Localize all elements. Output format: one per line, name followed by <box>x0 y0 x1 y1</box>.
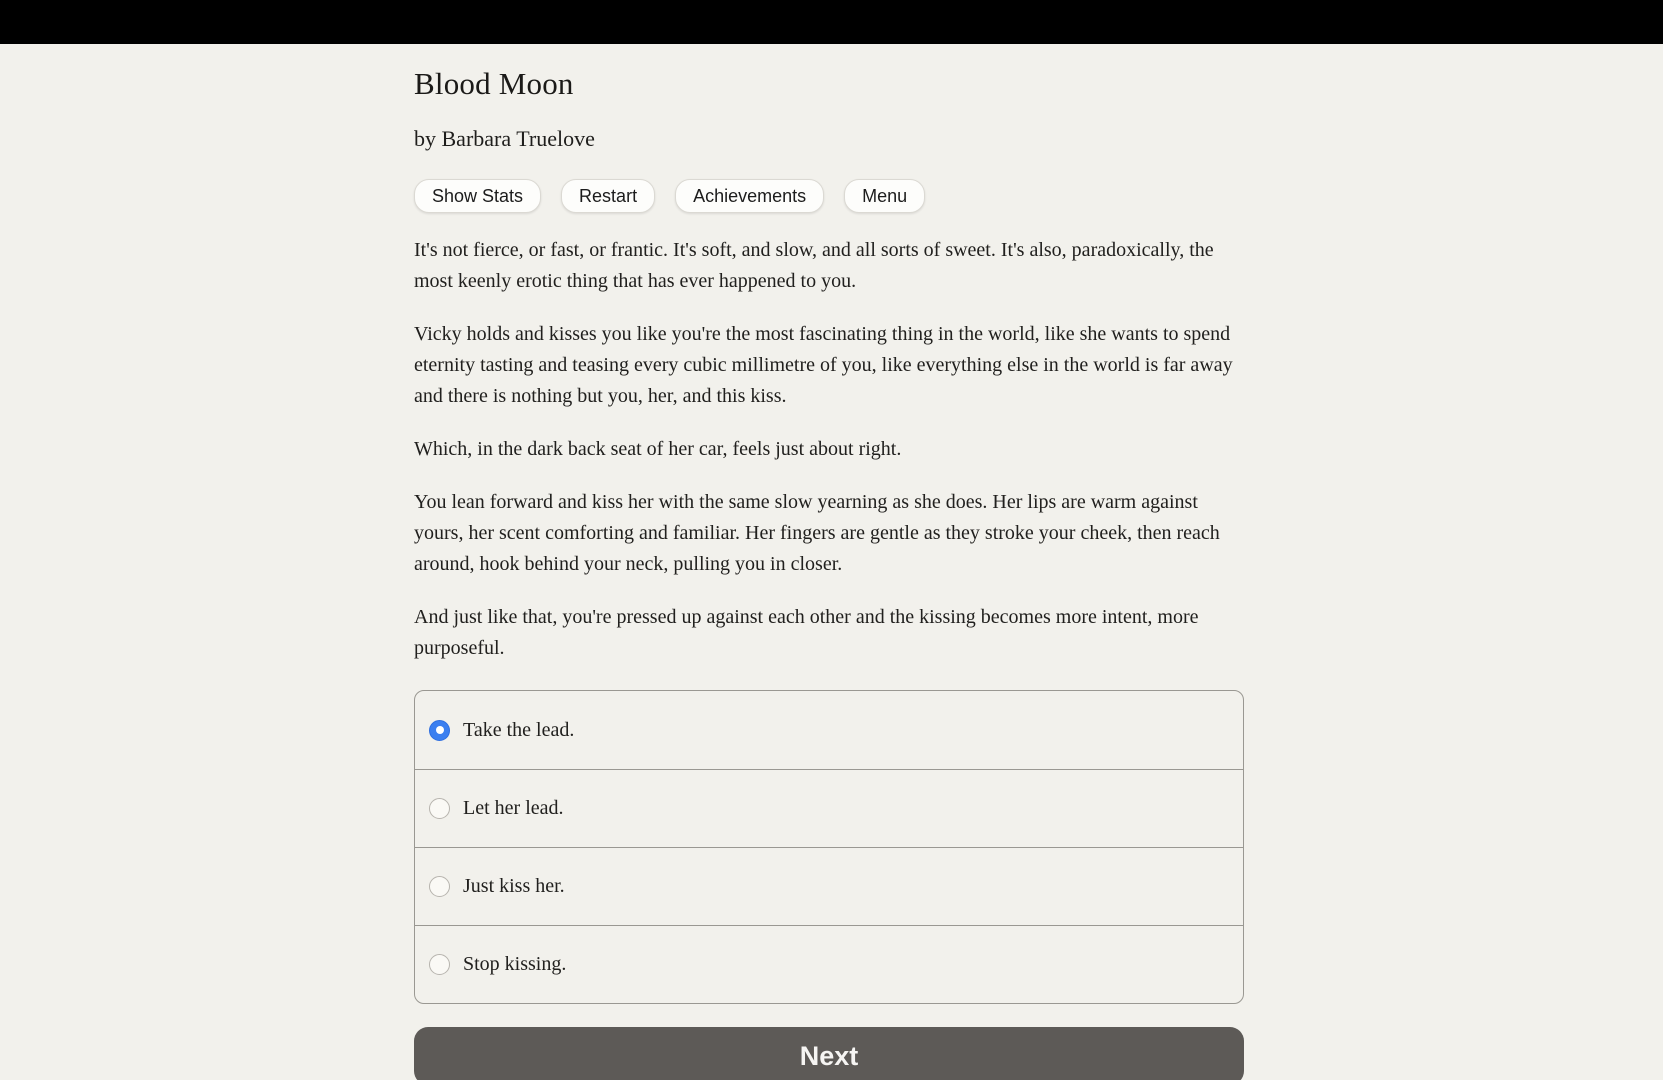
author-byline: by Barbara Truelove <box>414 126 595 151</box>
choice-option-let-her-lead[interactable] <box>415 769 1243 847</box>
page-title: Blood Moon <box>414 66 574 101</box>
choice-option-label: Take the lead. <box>463 718 575 741</box>
choice-option-stop-kissing[interactable] <box>415 925 1243 1003</box>
choice-option-label: Stop kissing. <box>463 953 567 975</box>
choice-box <box>414 690 1244 1004</box>
story-paragraph: It's not fierce, or fast, or frantic. It's soft, and slow, and all sorts of sweet. It's also, paradoxically, the most keenly erotic thing that has ever happened to you. <box>414 239 1214 292</box>
radio-selected-icon[interactable] <box>429 720 450 741</box>
choice-option-take-the-lead[interactable] <box>415 691 1243 769</box>
choice-option-label: Let her lead. <box>463 797 564 819</box>
story-paragraph: Vicky holds and kisses you like you're the most fascinating thing in the world, like she wants to spend eternity tasting and teasing every cubic millimetre of you, like everything else in the world is far away and there is nothing but you, her, and this kiss. <box>414 323 1233 407</box>
story-paragraph: Which, in the dark back seat of her car, feels just about right. <box>414 438 902 460</box>
achievements-button[interactable]: Achievements <box>675 179 824 213</box>
toolbar <box>414 179 1244 213</box>
choice-option-label: Just kiss her. <box>463 875 565 897</box>
top-bar <box>0 0 1663 44</box>
story-paragraph: You lean forward and kiss her with the same slow yearning as she does. Her lips are warm against yours, her scent comforting and familiar. Her fingers are gentle as they stroke your cheek, then reach around, hook behind your neck, pulling you in closer. <box>414 491 1220 575</box>
next-button[interactable]: Next <box>414 1027 1244 1080</box>
story-paragraph: And just like that, you're pressed up against each other and the kissing becomes more intent, more purposeful. <box>414 606 1199 659</box>
restart-button[interactable]: Restart <box>561 179 655 213</box>
choice-option-just-kiss-her[interactable] <box>415 847 1243 925</box>
radio-unselected-icon[interactable] <box>429 798 450 819</box>
show-stats-button[interactable]: Show Stats <box>414 179 541 213</box>
menu-button[interactable]: Menu <box>844 179 925 213</box>
radio-unselected-icon[interactable] <box>429 876 450 897</box>
radio-unselected-icon[interactable] <box>429 954 450 975</box>
game-content <box>414 44 1244 1080</box>
story-text <box>414 235 1244 664</box>
